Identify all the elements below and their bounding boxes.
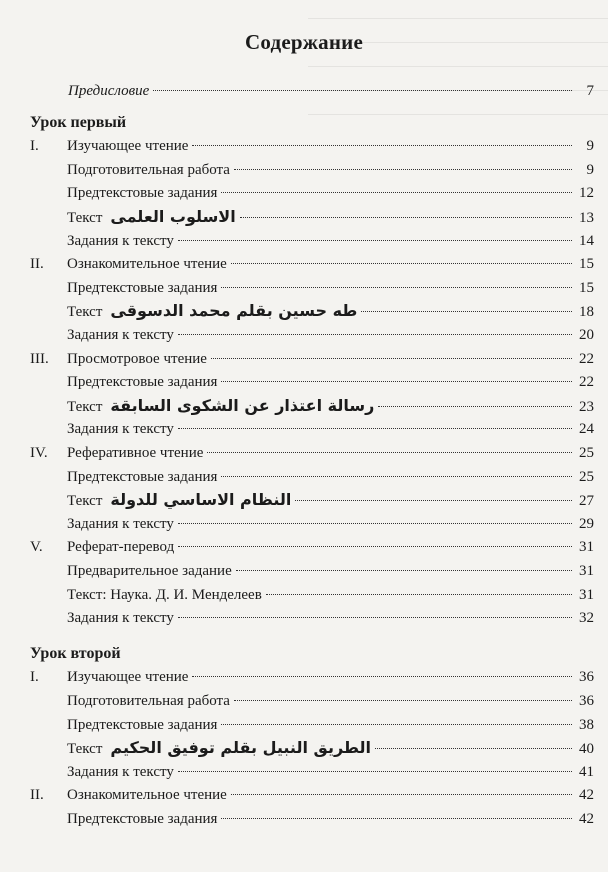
entry-label: Задания к тексту bbox=[67, 610, 174, 627]
page-number: 25 bbox=[579, 468, 594, 485]
section-number: IV. bbox=[30, 445, 48, 461]
lesson-heading: Урок первый bbox=[30, 113, 127, 131]
toc-subentry bbox=[67, 371, 594, 393]
dot-leader bbox=[207, 452, 572, 453]
entry-label: Задания к тексту bbox=[67, 763, 174, 780]
dot-leader bbox=[153, 90, 572, 91]
entry-label: Текст bbox=[67, 398, 103, 415]
entry-label: Текст bbox=[67, 304, 103, 321]
toc-subentry bbox=[67, 690, 594, 712]
page-number: 24 bbox=[579, 421, 594, 438]
toc-subentry bbox=[67, 395, 594, 417]
entry-label: Подготовительная работа bbox=[67, 693, 230, 709]
dot-leader bbox=[234, 169, 572, 170]
entry-label: Текст bbox=[67, 493, 103, 510]
entry-label: Текст bbox=[67, 210, 103, 226]
entry-label: Подготовительная работа bbox=[67, 161, 230, 178]
entry-label: Предтекстовые задания bbox=[67, 279, 218, 296]
dot-leader bbox=[221, 381, 572, 382]
toc-subentry bbox=[67, 808, 594, 830]
toc-subentry bbox=[67, 418, 594, 440]
dot-leader bbox=[240, 217, 572, 218]
page-number: 23 bbox=[579, 398, 594, 415]
arabic-title: الطريق النبيل بقلم توفيق الحكيم bbox=[110, 738, 371, 758]
toc-subentry bbox=[67, 159, 594, 181]
toc-subentry bbox=[67, 230, 594, 252]
page-number: 29 bbox=[579, 515, 594, 532]
page-number: 9 bbox=[586, 138, 594, 155]
entry-label: Предтекстовые задания bbox=[67, 811, 218, 827]
toc-subentry bbox=[67, 489, 594, 511]
page-number: 42 bbox=[579, 811, 594, 827]
toc-subentry bbox=[67, 300, 594, 322]
toc-subentry bbox=[67, 584, 594, 606]
dot-leader bbox=[192, 676, 572, 677]
toc-section bbox=[30, 784, 594, 806]
dot-leader bbox=[221, 192, 572, 193]
entry-label: Ознакомительное чтение bbox=[67, 787, 227, 804]
toc-section bbox=[30, 536, 594, 558]
dot-leader bbox=[211, 358, 572, 359]
entry-label: Предтекстовые задания bbox=[67, 716, 218, 733]
toc-subentry bbox=[67, 182, 594, 204]
lesson-heading: Урок второй bbox=[30, 644, 121, 662]
entry-label: Предисловие bbox=[68, 83, 150, 99]
section-number: V. bbox=[30, 539, 43, 556]
dot-leader bbox=[236, 570, 572, 571]
dot-leader bbox=[221, 476, 572, 477]
page-number: 20 bbox=[579, 327, 594, 343]
entry-label: Предтекстовые задания bbox=[67, 374, 218, 391]
entry-label: Просмотровое чтение bbox=[67, 350, 207, 367]
toc-subentry bbox=[67, 277, 594, 299]
toc-subentry bbox=[67, 607, 594, 629]
page-number: 31 bbox=[579, 563, 594, 579]
page-number: 15 bbox=[579, 256, 594, 273]
page-number: 32 bbox=[579, 610, 594, 627]
entry-label: Реферативное чтение bbox=[67, 445, 204, 461]
page-number: 9 bbox=[586, 161, 594, 178]
section-number: III. bbox=[30, 350, 49, 367]
section-number: II. bbox=[30, 256, 44, 273]
page-number: 31 bbox=[579, 539, 594, 556]
page-number: 36 bbox=[579, 669, 594, 686]
toc-subentry bbox=[67, 737, 594, 759]
page-number: 14 bbox=[579, 232, 594, 249]
dot-leader bbox=[295, 500, 572, 501]
dot-leader bbox=[178, 617, 572, 618]
arabic-title: النظام الاساسي للدولة bbox=[110, 490, 292, 510]
page-number: 38 bbox=[579, 716, 594, 733]
page-number: 36 bbox=[579, 693, 594, 709]
dot-leader bbox=[178, 334, 572, 335]
page-number: 31 bbox=[579, 586, 594, 603]
entry-label: Изучающее чтение bbox=[67, 138, 189, 155]
page-number: 27 bbox=[579, 493, 594, 510]
entry-label: Задания к тексту bbox=[67, 327, 174, 343]
toc-subentry bbox=[67, 761, 594, 783]
dot-leader bbox=[361, 311, 572, 312]
dot-leader bbox=[378, 406, 572, 407]
entry-label: Реферат-перевод bbox=[67, 539, 175, 556]
entry-label: Текст bbox=[67, 741, 103, 758]
dot-leader bbox=[178, 771, 572, 772]
page-number: 13 bbox=[579, 210, 594, 226]
dot-leader bbox=[375, 748, 572, 749]
arabic-title: الاسلوب العلمى bbox=[110, 207, 236, 226]
entry-label: Предтекстовые задания bbox=[67, 185, 218, 202]
page-number: 42 bbox=[579, 787, 594, 804]
dot-leader bbox=[231, 794, 572, 795]
page-number: 7 bbox=[586, 83, 594, 99]
dot-leader bbox=[221, 724, 572, 725]
dot-leader bbox=[178, 546, 572, 547]
arabic-title: طه حسين بقلم محمد الدسوقى bbox=[110, 301, 358, 321]
toc-subentry bbox=[67, 513, 594, 535]
arabic-title: رسالة اعتذار عن الشكوى السابقة bbox=[110, 395, 375, 415]
entry-label: Предтекстовые задания bbox=[67, 468, 218, 485]
toc-section bbox=[30, 348, 594, 370]
page-number: 12 bbox=[579, 185, 594, 202]
page-title: Содержание bbox=[245, 30, 363, 54]
dot-leader bbox=[178, 428, 572, 429]
toc-subentry bbox=[67, 324, 594, 346]
toc-entry-preface bbox=[68, 80, 594, 102]
dot-leader bbox=[178, 523, 572, 524]
toc-section bbox=[30, 253, 594, 275]
dot-leader bbox=[221, 287, 572, 288]
toc-subentry bbox=[67, 714, 594, 736]
page-number: 40 bbox=[579, 741, 594, 758]
page-number: 22 bbox=[579, 350, 594, 367]
toc-subentry bbox=[67, 206, 594, 228]
dot-leader bbox=[221, 818, 572, 819]
toc-subentry bbox=[67, 560, 594, 582]
entry-label: Предварительное задание bbox=[67, 563, 232, 579]
dot-leader bbox=[266, 594, 572, 595]
entry-label: Текст: Наука. Д. И. Менделеев bbox=[67, 586, 262, 603]
toc-subentry bbox=[67, 466, 594, 488]
dot-leader bbox=[178, 240, 572, 241]
entry-label: Задания к тексту bbox=[67, 232, 174, 249]
entry-label: Задания к тексту bbox=[67, 515, 174, 532]
dot-leader bbox=[192, 145, 572, 146]
section-number: II. bbox=[30, 787, 44, 804]
dot-leader bbox=[234, 700, 572, 701]
page-number: 22 bbox=[579, 374, 594, 391]
dot-leader bbox=[231, 263, 572, 264]
page-number: 15 bbox=[579, 279, 594, 296]
page-number: 41 bbox=[579, 763, 594, 780]
section-number: I. bbox=[30, 669, 39, 686]
page-number: 18 bbox=[579, 304, 594, 321]
toc-section bbox=[30, 442, 594, 464]
section-number: I. bbox=[30, 138, 39, 155]
entry-label: Изучающее чтение bbox=[67, 669, 189, 686]
entry-label: Ознакомительное чтение bbox=[67, 256, 227, 273]
entry-label: Задания к тексту bbox=[67, 421, 174, 438]
page-number: 25 bbox=[579, 445, 594, 461]
toc-section bbox=[30, 135, 594, 157]
bleed-through-text bbox=[308, 0, 608, 130]
toc-section bbox=[30, 666, 594, 688]
